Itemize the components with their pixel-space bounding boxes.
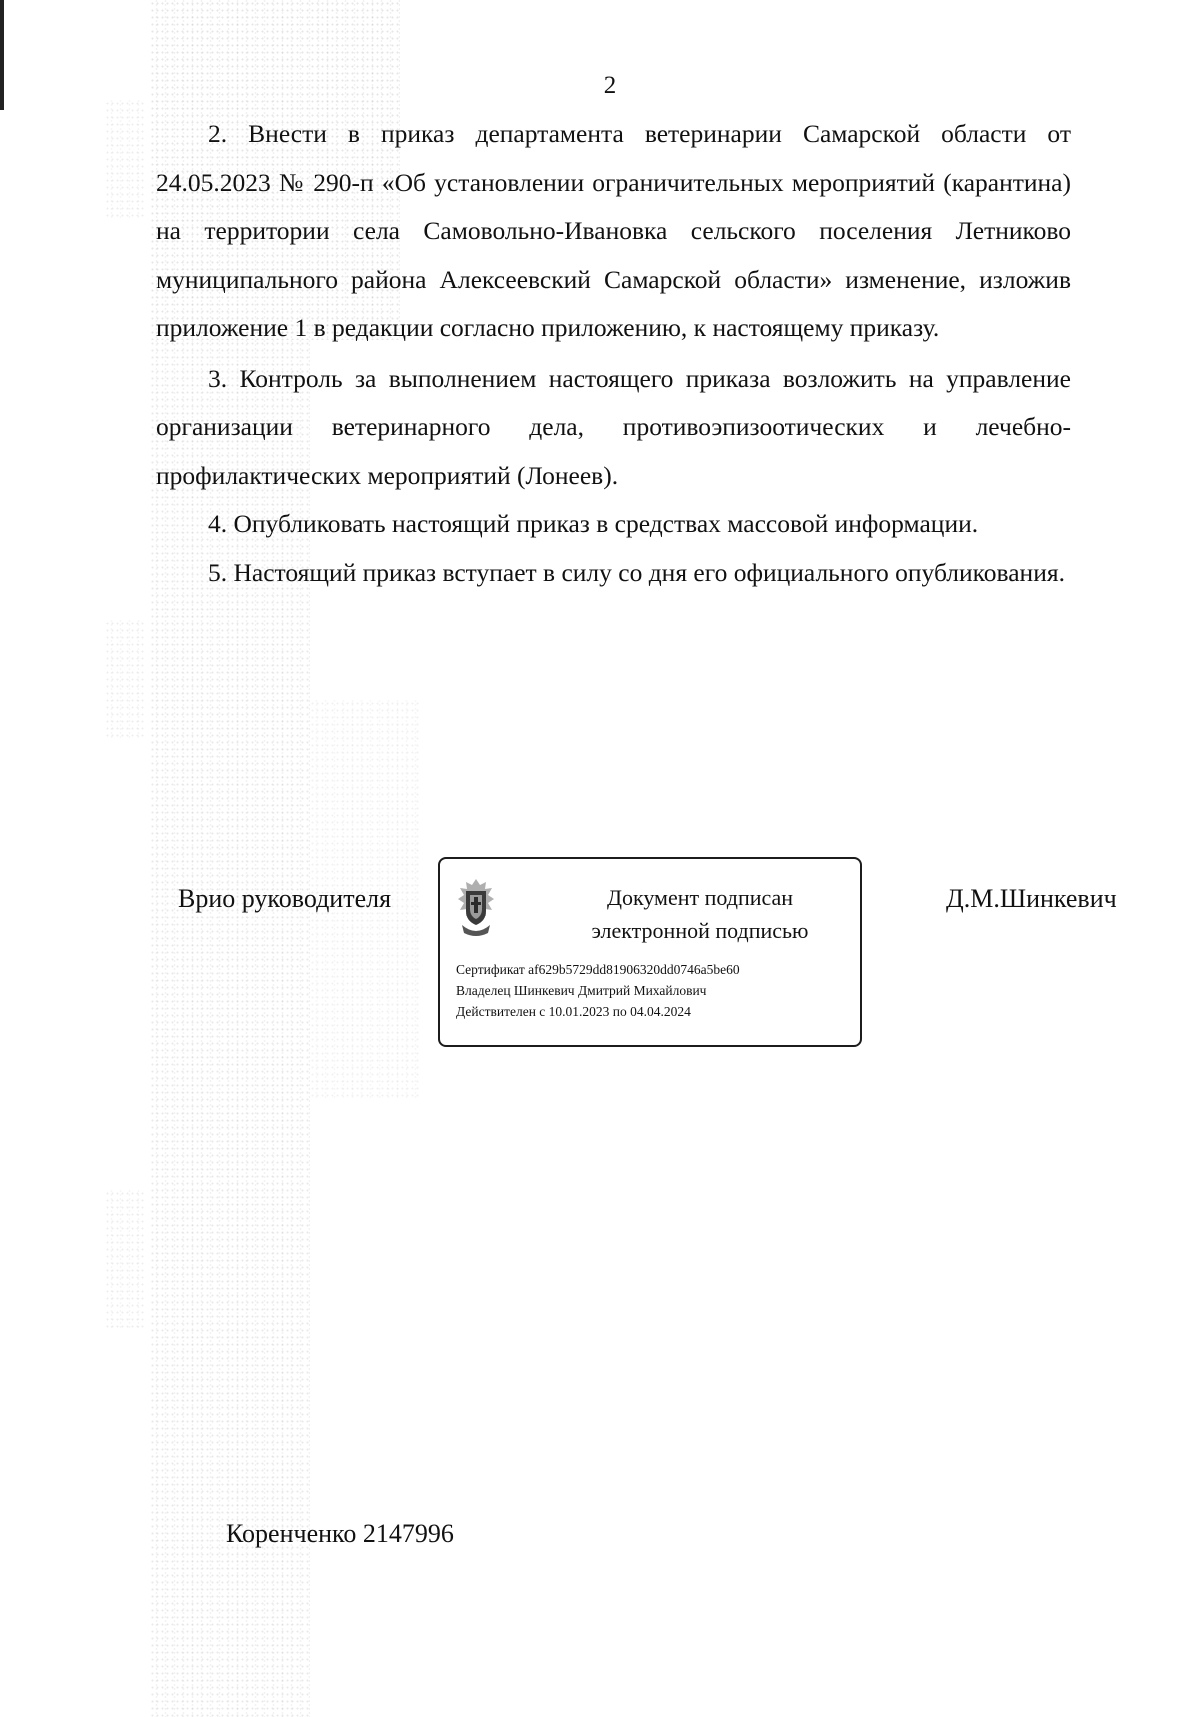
scan-noise bbox=[105, 620, 145, 740]
stamp-heading bbox=[550, 881, 850, 947]
page-number: 2 bbox=[603, 72, 617, 99]
paragraph-item-2: 2. Внести в приказ департамента ветеринарии Самарской области от 24.05.2023 № 290-п «Об установлении ограничительных мероприятий (карантина) на территории села Самовольно-Ивановка сельского поселения Летниково муниципального района Алексеевский Самарской области» изменение, изложив приложение 1 в редакции согласно приложению, к настоящему приказу. bbox=[156, 119, 1071, 342]
paragraph-item-4: 4. Опубликовать настоящий приказ в средствах массовой информации. bbox=[208, 509, 979, 538]
scan-noise bbox=[105, 1190, 145, 1330]
stamp-heading-line: электронной подписью bbox=[591, 918, 809, 943]
coat-of-arms-icon bbox=[454, 877, 498, 939]
document-body bbox=[156, 110, 1071, 597]
signatory-name: Д.М.Шинкевич bbox=[946, 884, 1117, 913]
stamp-certificate: Сертификат af629b5729dd81906320dd0746a5be60 bbox=[456, 962, 740, 977]
stamp-owner: Владелец Шинкевич Дмитрий Михайлович bbox=[456, 983, 707, 998]
signatory-position: Врио руководителя bbox=[178, 884, 392, 913]
executor-line: Коренченко 2147996 bbox=[226, 1519, 454, 1548]
paragraph-item-3: 3. Контроль за выполнением настоящего приказа возложить на управление организации ветеринарного дела, противоэпизоотических и лечебно-профилактических мероприятий (Лонеев). bbox=[156, 363, 1071, 490]
stamp-validity: Действителен с 10.01.2023 по 04.04.2024 bbox=[456, 1004, 691, 1019]
scan-noise bbox=[105, 100, 145, 220]
stamp-heading-line: Документ подписан bbox=[606, 885, 794, 910]
paragraph-item-5: 5. Настоящий приказ вступает в силу со дня его официального опубликования. bbox=[208, 557, 1065, 587]
electronic-signature-stamp bbox=[438, 857, 862, 1047]
stamp-details bbox=[456, 959, 856, 1022]
